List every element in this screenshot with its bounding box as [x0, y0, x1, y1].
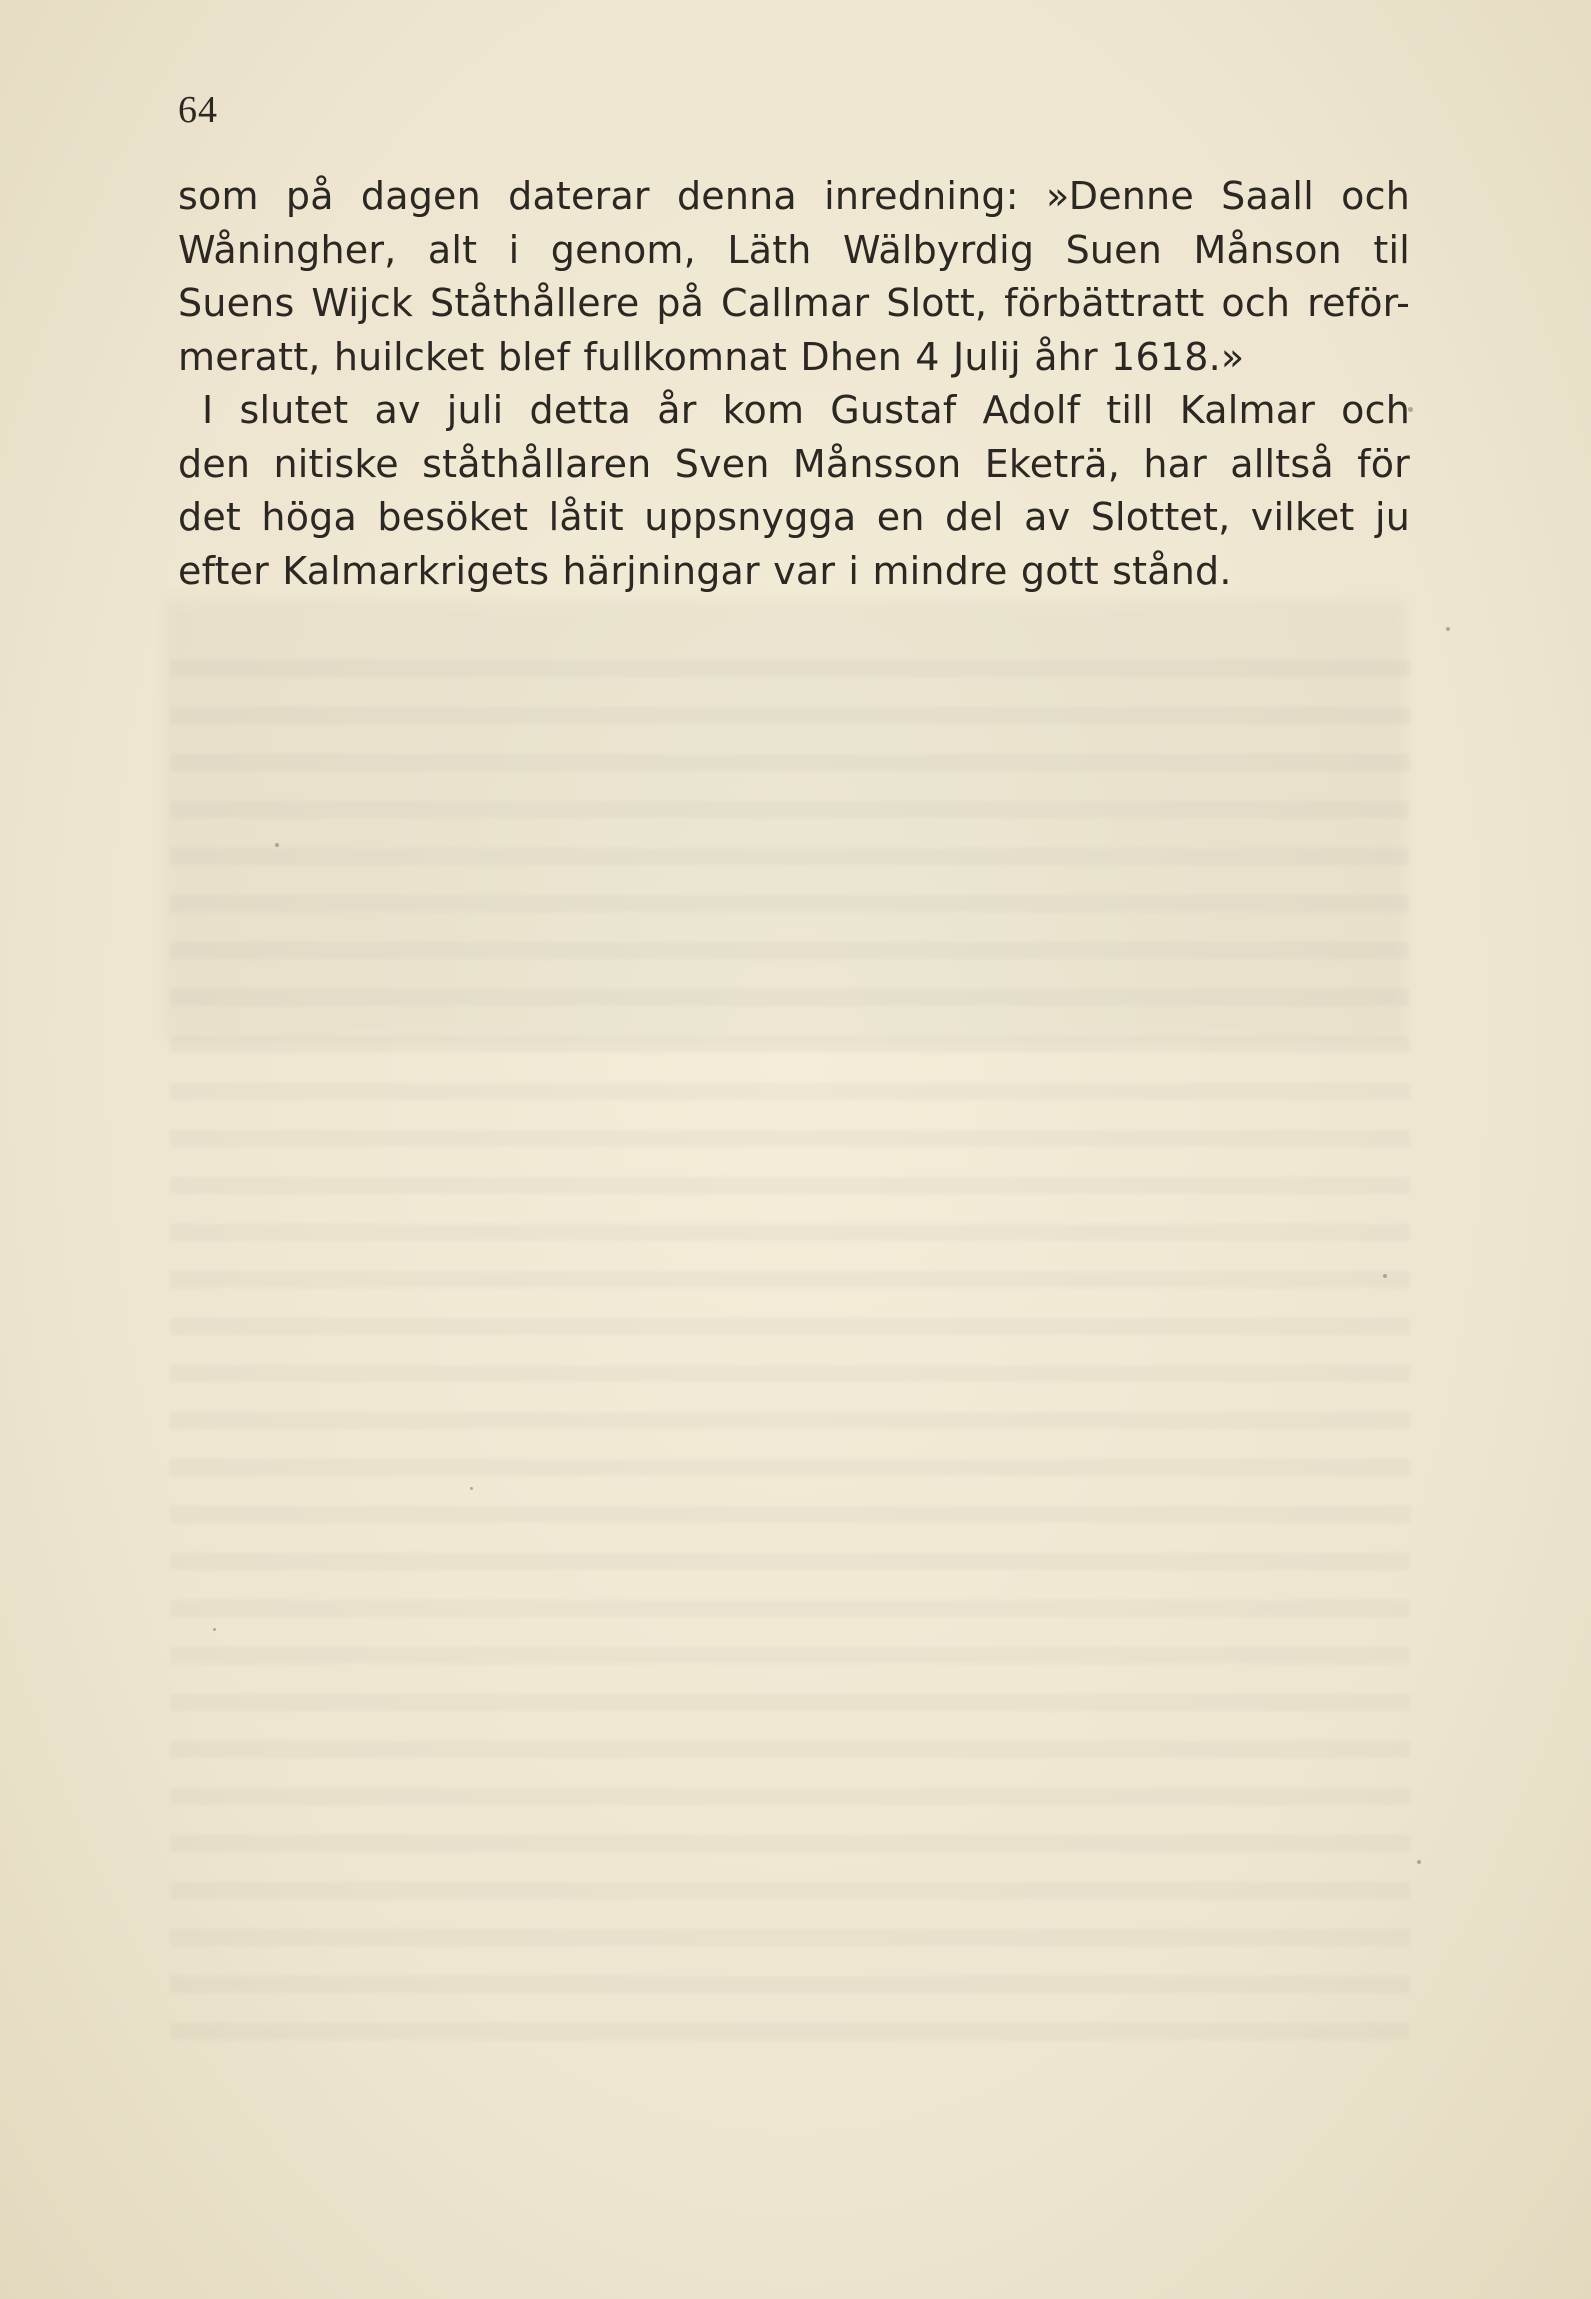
text-line: I slutet av juli detta år kom Gustaf Adolf till Kalmar och [202, 388, 1410, 432]
text-line: Wåningher, alt i genom, Läth Wälbyrdig Suen Månson til [178, 227, 1410, 272]
text-line: det höga besöket låtit uppsnygga en del av Slottet, vilket ju [178, 495, 1410, 539]
text-line: som på dagen daterar denna inredning: »Denne Saall och [178, 174, 1410, 218]
paper-speck [1446, 627, 1450, 631]
paper-speck [1417, 1860, 1421, 1864]
text-line: Suens Wijck Ståthållere på Callmar Slott, förbättratt och reför- [178, 281, 1410, 325]
paper-speck [213, 1628, 216, 1631]
page-number: 64 [178, 89, 218, 131]
show-through-text [170, 630, 1410, 2050]
body-text [178, 170, 1410, 598]
text-line: meratt, huilcket blef fullkomnat Dhen 4 Julij åhr 1618.» [178, 334, 1245, 379]
paper-speck [275, 843, 279, 847]
text-line: efter Kalmarkrigets härjningar var i mindre gott stånd. [178, 548, 1232, 593]
paper-speck [1383, 1274, 1387, 1278]
paper-speck [1408, 407, 1413, 412]
paper-speck [470, 1487, 473, 1490]
text-line: den nitiske ståthållaren Sven Månsson Eketrä, har alltså för [178, 441, 1410, 486]
